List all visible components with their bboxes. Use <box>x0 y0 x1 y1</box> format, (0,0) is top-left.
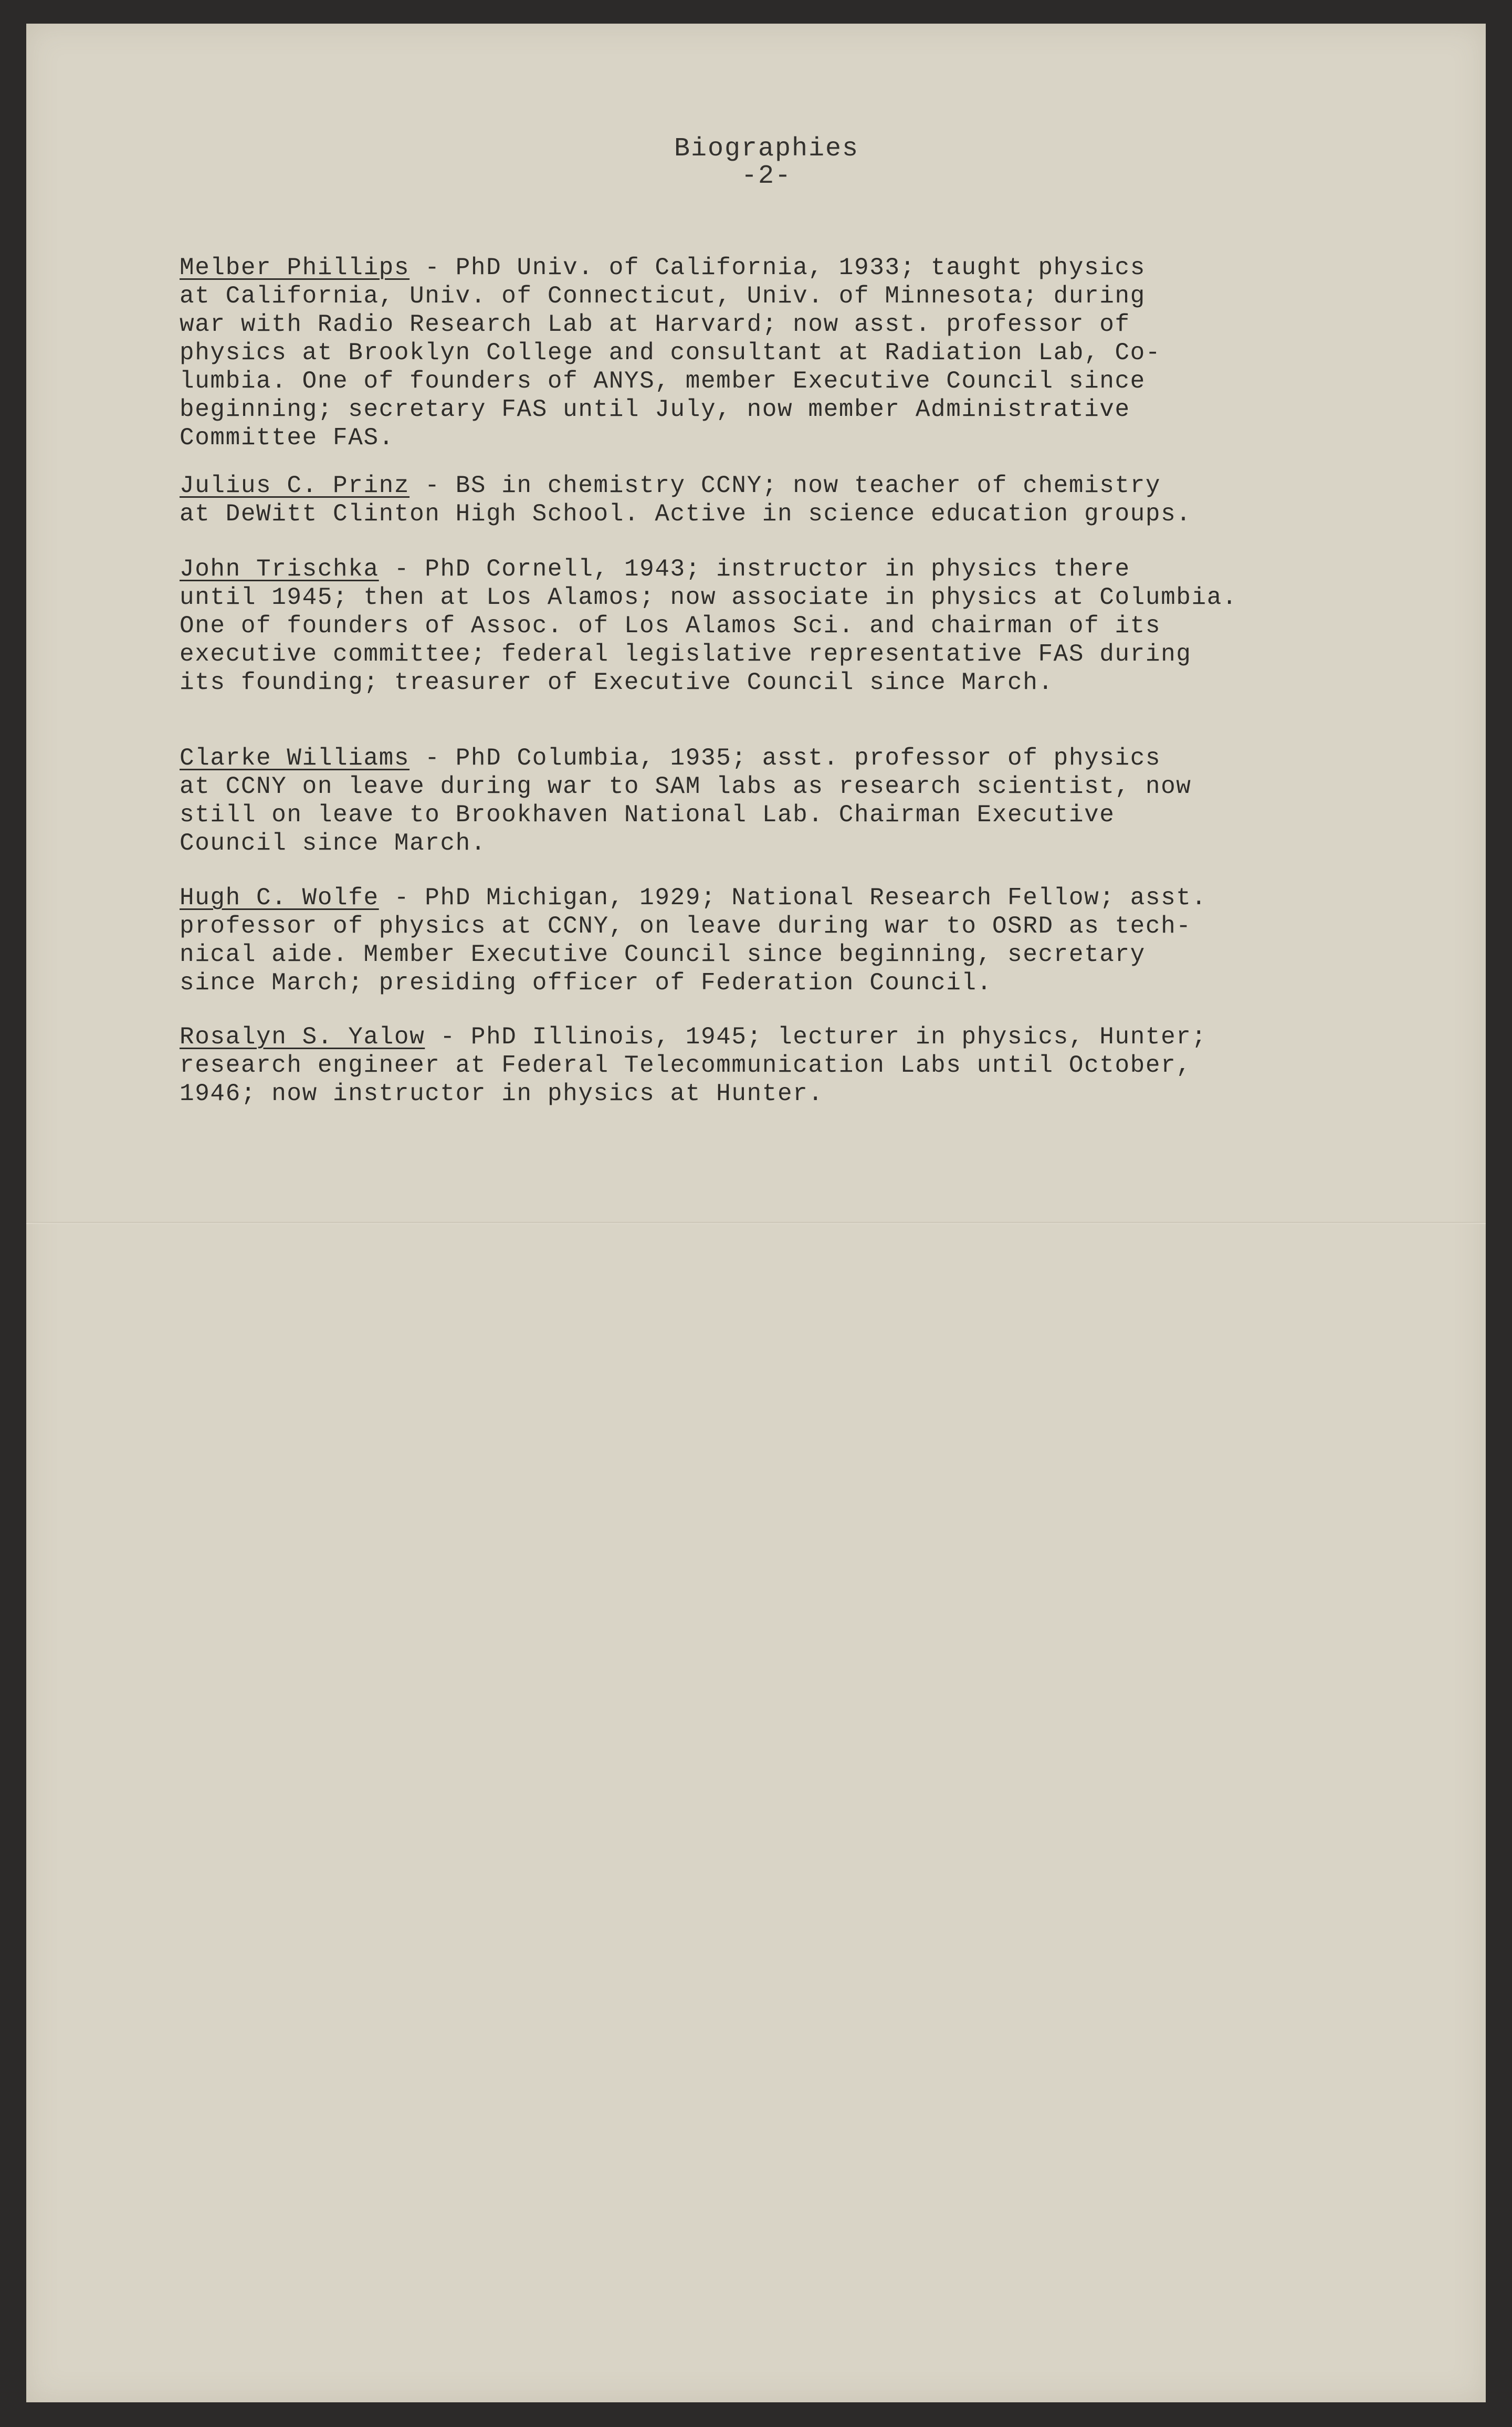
biography-text: - PhD Cornell, 1943; instructor in physics there until 1945; then at Los Alamos; now associate in physics at Columbia. One of founders of Assoc. of Los Alamos Sci. and chairman of its executive committee; federal legislative representative FAS during its founding; treasurer of Executive Council since March. <box>180 556 1238 696</box>
document-title: Biographies <box>674 134 859 164</box>
biography-entry <box>180 555 1361 697</box>
biography-name: John Trischka <box>180 556 379 583</box>
biography-text: - BS in chemistry CCNY; now teacher of chemistry at DeWitt Clinton High School. Active in science education groups. <box>180 472 1192 528</box>
biography-entry <box>180 254 1361 452</box>
biography-text: - PhD Columbia, 1935; asst. professor of physics at CCNY on leave during war to SAM labs as research scientist, now still on leave to Brookhaven National Lab. Chairman Executive Council since March. <box>180 745 1192 857</box>
biography-name: Hugh C. Wolfe <box>180 884 379 912</box>
biography-text: - PhD Univ. of California, 1933; taught physics at California, Univ. of Connecticut, Univ. of Minnesota; during war with Radio Research Lab at Harvard; now asst. professor of physics at Brooklyn College and consultant at Radiation Lab, Co- lumbia. One of founders of ANYS, member Executive Council since beginning; secretary FAS until July, now member Administrative Committee FAS. <box>180 254 1161 452</box>
biography-text: - PhD Illinois, 1945; lecturer in physics, Hunter; research engineer at Federal Telecommunication Labs until October, 1946; now instructor in physics at Hunter. <box>180 1023 1207 1107</box>
paper-fold-line <box>26 1222 1486 1224</box>
page-number: -2- <box>741 161 792 191</box>
biography-name: Melber Phillips <box>180 254 410 281</box>
biography-entry <box>180 744 1361 857</box>
biography-entry <box>180 472 1361 528</box>
biography-entry <box>180 884 1361 997</box>
biography-name: Rosalyn S. Yalow <box>180 1023 425 1051</box>
biography-entry <box>180 1023 1361 1108</box>
biography-name: Clarke Williams <box>180 745 410 772</box>
biography-text: - PhD Michigan, 1929; National Research Fellow; asst. professor of physics at CCNY, on leave during war to OSRD as tech- nical aide. Member Executive Council since beginning, secretary since March; presiding officer of Federation Council. <box>180 884 1207 997</box>
biography-name: Julius C. Prinz <box>180 472 410 499</box>
document-page <box>26 24 1486 2402</box>
